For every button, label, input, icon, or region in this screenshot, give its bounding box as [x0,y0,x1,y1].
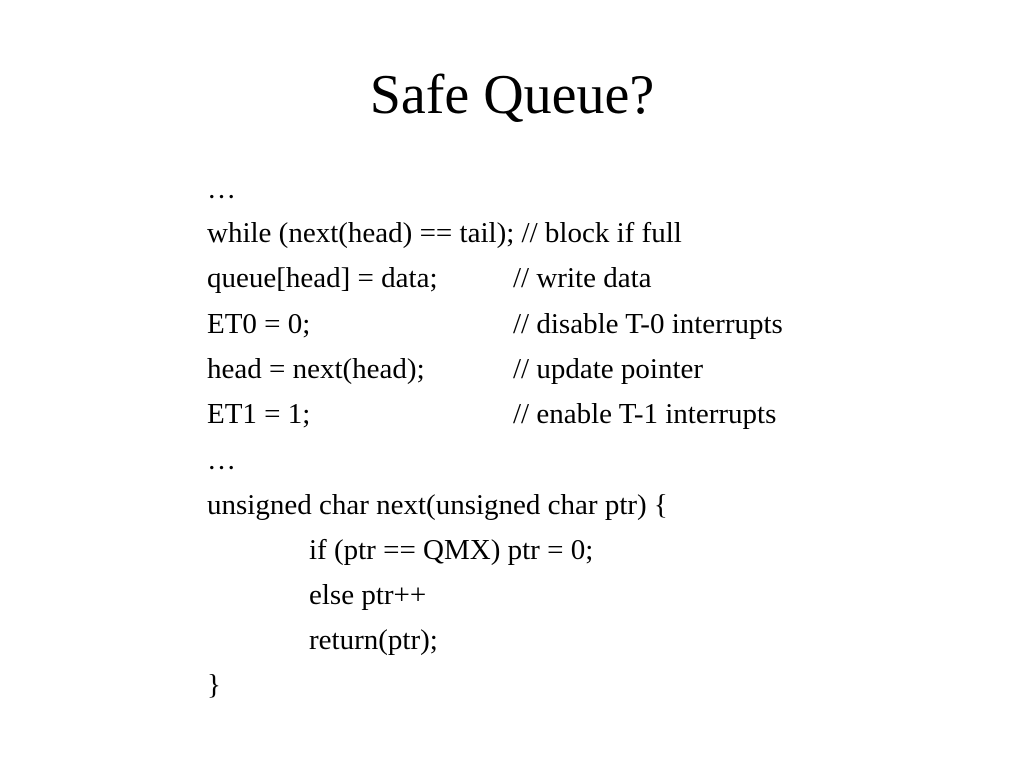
code-text: head = next(head); [207,353,425,385]
code-text: if (ptr == QMX) ptr = 0; [309,534,594,566]
code-text: unsigned char next(unsigned char ptr) { [207,489,668,521]
code-line-closing-brace [207,668,236,770]
code-comment: // update pointer [513,353,704,385]
code-comment: // disable T-0 interrupts [513,308,783,340]
code-text: return(ptr); [309,624,438,656]
code-text: queue[head] = data; [207,262,438,294]
code-text: … [207,173,236,205]
code-line-return-statement [309,623,438,725]
slide-title: Safe Queue? [369,64,655,126]
code-comment: // write data [513,262,652,294]
code-text: } [207,669,221,701]
code-text: ET1 = 1; [207,398,311,430]
code-text: … [207,444,236,476]
code-text: while (next(head) == tail); // block if full [207,217,682,249]
code-text: ET0 = 0; [207,308,311,340]
code-comment: // enable T-1 interrupts [513,398,777,430]
code-text: else ptr++ [309,579,427,611]
